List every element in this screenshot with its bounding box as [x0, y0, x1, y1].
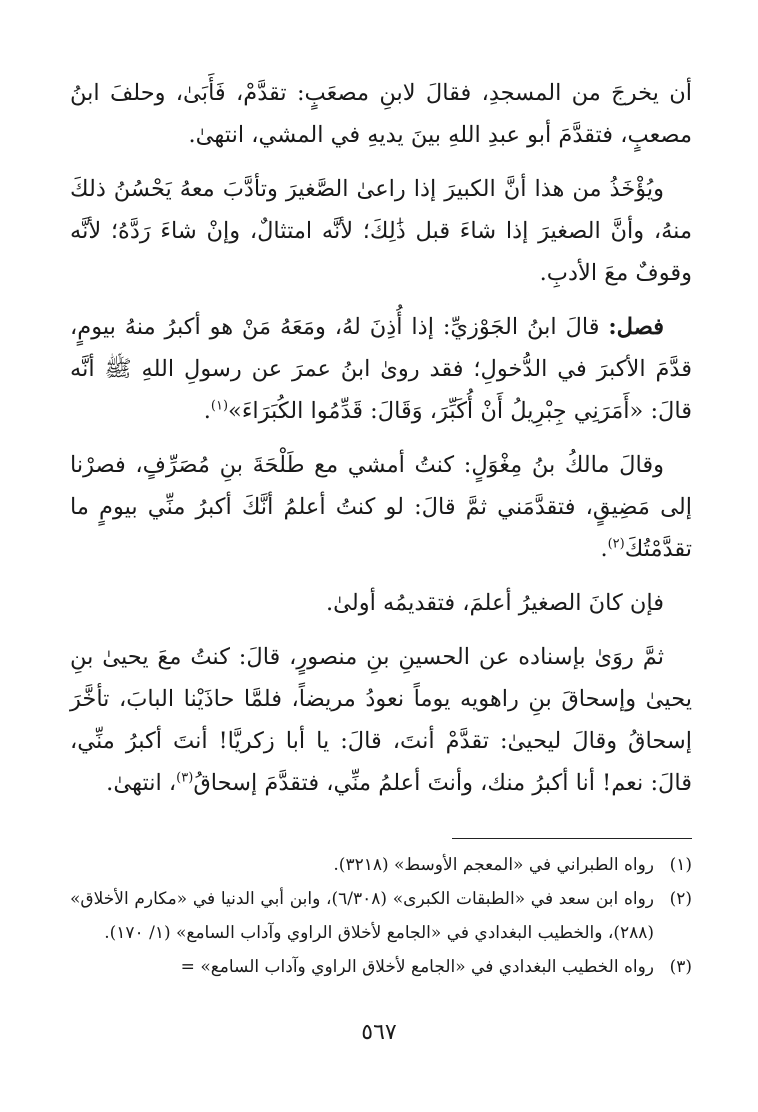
footnote — [70, 848, 692, 882]
paragraph-text: ثمَّ روَىٰ بإسناده عن الحسينِ بنِ منصورٍ، قالَ: كنتُ معَ يحيىٰ بنِ يحيىٰ وإسحاقَ بنِ راهويه يوماً نعودُ مريضاً، فلمَّا حاذَيْنا البابَ، تأخَّرَ إسحاقُ وقالَ ليحيىٰ: تقدَّمْ أنتَ، قالَ: يا أبا زكريَّا! أنتَ أكبرُ منِّي، قالَ: نعم! أنا أكبرُ منك، وأنتَ أعلمُ منِّي، فتقدَّمَ إسحاقُ — [70, 644, 692, 796]
paragraph — [70, 636, 692, 804]
paragraph — [70, 444, 692, 570]
paragraph-tail: . — [203, 398, 211, 424]
footnote — [70, 950, 692, 984]
paragraph-text: قالَ ابنُ الجَوْزيِّ: إذا أُذِنَ لهُ، ومَعَهُ مَنْ هو أكبرُ منهُ بيومٍ، قدَّمَ الأكبرَ في الدُّخولِ؛ فقد روىٰ ابنُ عمرَ عن رسولِ اللهِ ﷺ أنَّه قالَ: «أَمَرَنِي جِبْرِيلُ أَنْ أُكَبِّرَ، وَقَالَ: قَدِّمُوا الكُبَرَاءَ» — [70, 314, 692, 424]
paragraph-text: وقالَ مالكُ بنُ مِغْوَلٍ: كنتُ أمشي مع طَلْحَةَ بنِ مُصَرِّفٍ، فصرْنا إلى مَضِيقٍ، فتقدَّمَني ثمَّ قالَ: لو كنتُ أعلمُ أنَّكَ أكبرُ منِّي بيومٍ ما تقدَّمْتُكَ — [70, 452, 692, 562]
paragraph-text: فإن كانَ الصغيرُ أعلمَ، فتقديمُه أولىٰ. — [326, 590, 664, 616]
footnote-text: رواه الخطيب البغدادي في «الجامع لأخلاق الراوي وآداب السامع» = — [180, 957, 654, 977]
footnotes — [70, 848, 692, 984]
paragraph — [70, 306, 692, 432]
main-text — [70, 72, 692, 816]
footnote-reference: (١) — [210, 398, 229, 414]
footnote-divider — [452, 838, 692, 839]
footnote-number: (٣) — [669, 957, 692, 977]
page-number: ٥٦٧ — [361, 1020, 397, 1045]
paragraph-text: أن يخرجَ من المسجدِ، فقالَ لابنِ مصعَبٍ: تقدَّمْ، فَأَبَىٰ، وحلفَ ابنُ مصعبٍ، فتقدَّمَ أبو عبدِ اللهِ بينَ يديهِ في المشي، انتهىٰ. — [70, 80, 692, 148]
footnote-text: رواه ابن سعد في «الطبقات الكبرى» (٦/٣٠٨)، وابن أبي الدنيا في «مكارم الأخلاق» (٢٨٨)، والخطيب البغدادي في «الجامع لأخلاق الراوي وآداب السامع» (١/ ١٧٠). — [70, 889, 654, 943]
footnote-number: (١) — [669, 855, 692, 875]
paragraph-tail: . — [600, 536, 608, 562]
footnote-reference: (٢) — [607, 536, 625, 552]
footnote — [70, 882, 692, 950]
paragraph — [70, 72, 692, 156]
section-label: فصل: — [608, 314, 664, 340]
footnote-text: رواه الطبراني في «المعجم الأوسط» (٣٢١٨). — [333, 855, 654, 875]
footnote-number: (٢) — [669, 889, 692, 909]
footnote-reference: (٣) — [176, 770, 194, 786]
paragraph-tail: ، انتهىٰ. — [106, 770, 177, 796]
paragraph-text: ويُؤْخَذُ من هذا أنَّ الكبيرَ إذا راعىٰ الصَّغيرَ وتأدَّبَ معهُ يَحْسُنُ ذلكَ منهُ، وأنَّ الصغيرَ إذا شاءَ قبل ذَٰلِكَ؛ لأنَّه امتثالٌ، وإنْ شاءَ رَدَّهُ؛ لأنَّه وقوفٌ معَ الأدبِ. — [70, 176, 692, 286]
paragraph — [70, 582, 692, 624]
paragraph — [70, 168, 692, 294]
